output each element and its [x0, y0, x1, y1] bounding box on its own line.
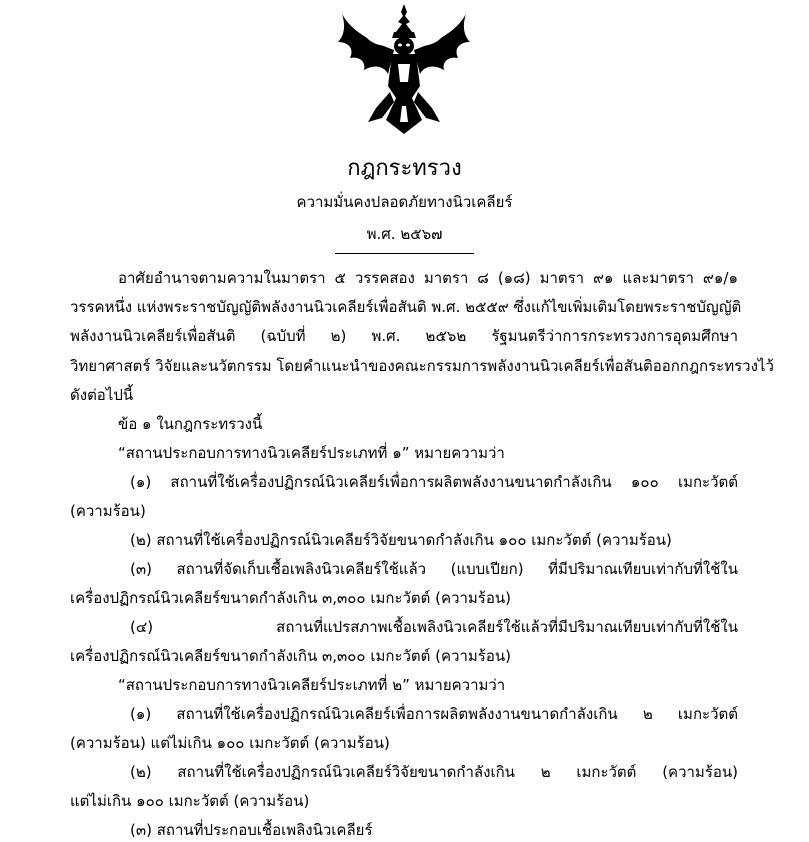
definition-1-item-2: (๒) สถานที่ใช้เครื่องปฏิกรณ์นิวเคลียร์วิจัยขนาดกำลังเกิน ๑๐๐ เมกะวัตต์ (ความร้อน): [130, 531, 672, 549]
definition-2-item-1-line-1: (๑) สถานที่ใช้เครื่องปฏิกรณ์นิวเคลียร์เพื่อการผลิตพลังงานขนาดกำลังเกิน ๒ เมกะวัตต์: [130, 705, 738, 723]
preamble-line-1: อาศัยอำนาจตามความในมาตรา ๕ วรรคสอง มาตรา ๘ (๑๘) มาตรา ๙๑ และมาตรา ๙๑/๑: [118, 269, 738, 287]
preamble-line-3: พลังงานนิวเคลียร์เพื่อสันติ (ฉบับที่ ๒) พ.ศ. ๒๕๖๒ รัฐมนตรีว่าการกระทรวงการอุดมศึกษา: [70, 327, 738, 345]
definition-2-item-3: (๓) สถานที่ประกอบเชื้อเพลิงนิวเคลียร์: [130, 821, 373, 839]
preamble-line-4: วิทยาศาสตร์ วิจัยและนวัตกรรม โดยคำแนะนำของคณะกรรมการพลังงานนิวเคลียร์เพื่อสันติออกกฎกระทรวงไว้: [70, 357, 774, 375]
document-subject: ความมั่นคงปลอดภัยทางนิวเคลียร์: [296, 193, 513, 211]
definition-1-item-3-line-1: (๓) สถานที่จัดเก็บเชื้อเพลิงนิวเคลียร์ใช้แล้ว (แบบเปียก) ที่มีปริมาณเทียบเท่ากับที่ใช้ใน: [130, 560, 738, 578]
garuda-emblem-icon: [332, 2, 476, 136]
definition-2-item-2-line-2: แต่ไม่เกิน ๑๐๐ เมกะวัตต์ (ความร้อน): [70, 792, 310, 810]
title-divider: [335, 253, 474, 254]
definition-2-item-1-line-2: (ความร้อน) แต่ไม่เกิน ๑๐๐ เมกะวัตต์ (ความร้อน): [70, 734, 390, 752]
definition-2-item-2-line-1: (๒) สถานที่ใช้เครื่องปฏิกรณ์นิวเคลียร์วิจัยขนาดกำลังเกิน ๒ เมกะวัตต์ (ความร้อน): [130, 763, 738, 781]
definition-1-item-3-line-2: เครื่องปฏิกรณ์นิวเคลียร์ขนาดกำลังเกิน ๓,๓๐๐ เมกะวัตต์ (ความร้อน): [70, 589, 511, 607]
definition-1-item-4-line-1: (๔) สถานที่แปรสภาพเชื้อเพลิงนิวเคลียร์ใช้แล้วที่มีปริมาณเทียบเท่ากับที่ใช้ใน: [130, 618, 738, 636]
definition-1-item-4-line-2: เครื่องปฏิกรณ์นิวเคลียร์ขนาดกำลังเกิน ๓,๓๐๐ เมกะวัตต์ (ความร้อน): [70, 647, 511, 665]
definition-type-2-heading: “สถานประกอบการทางนิวเคลียร์ประเภทที่ ๒” หมายความว่า: [118, 676, 506, 694]
document-title: กฎกระทรวง: [347, 156, 462, 181]
definition-1-item-1-line-1: (๑) สถานที่ใช้เครื่องปฏิกรณ์นิวเคลียร์เพื่อการผลิตพลังงานขนาดกำลังเกิน ๑๐๐ เมกะวัตต์: [130, 473, 738, 491]
preamble-line-2: วรรคหนึ่ง แห่งพระราชบัญญัติพลังงานนิวเคลียร์เพื่อสันติ พ.ศ. ๒๕๕๙ ซึ่งแก้ไขเพิ่มเติมโดยพระราชบัญญัติ: [70, 298, 742, 316]
clause-1: ข้อ ๑ ในกฎกระทรวงนี้: [118, 415, 263, 433]
definition-1-item-1-line-2: (ความร้อน): [70, 502, 146, 520]
preamble-line-5: ดังต่อไปนี้: [70, 386, 134, 404]
document-year: พ.ศ. ๒๕๖๗: [366, 225, 443, 243]
definition-type-1-heading: “สถานประกอบการทางนิวเคลียร์ประเภทที่ ๑” หมายความว่า: [118, 444, 505, 462]
